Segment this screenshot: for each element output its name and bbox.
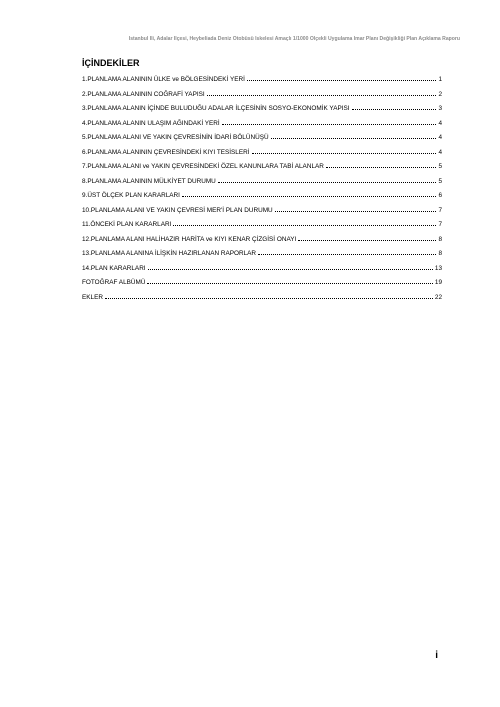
toc-entry-title: EKLER xyxy=(82,293,103,301)
dot-leader xyxy=(148,269,433,270)
toc-entry-title: 12.PLANLAMA ALANI HALİHAZIR HARİTA ve KIYI KENAR ÇİZGİSİ ONAYI xyxy=(82,235,297,243)
toc-entry-page: 7 xyxy=(438,221,442,228)
dot-leader xyxy=(207,95,437,96)
toc-entry[interactable] xyxy=(82,221,442,236)
toc-entry[interactable] xyxy=(82,192,442,207)
toc-entry-page: 8 xyxy=(438,250,442,257)
toc-entry-page: 7 xyxy=(438,206,442,214)
toc-entry-title: 5.PLANLAMA ALANI VE YAKIN ÇEVRESİNİN İDARİ BÖLÜNÜŞÜ xyxy=(82,134,269,141)
dot-leader xyxy=(252,153,437,154)
toc-entry-page: 13 xyxy=(434,264,442,272)
toc-entry-page: 1 xyxy=(438,76,442,83)
toc-entry-page: 4 xyxy=(438,134,442,141)
toc-entry[interactable] xyxy=(82,105,442,120)
toc-entry[interactable] xyxy=(82,265,442,280)
toc-entry-page: 5 xyxy=(438,163,442,170)
toc-entry-title: 3.PLANLAMA ALANIN İÇİNDE BULUDUĞU ADALAR İLÇESİNİN SOSYO-EKONOMİK YAPISI xyxy=(82,105,350,112)
toc-entry-title: 11.ÖNCEKİ PLAN KARARLARI xyxy=(82,221,172,228)
page-number: i xyxy=(435,650,438,661)
toc-entry-title: 8.PLANLAMA ALANININ MÜLKİYET DURUMU xyxy=(82,177,216,185)
toc-entry[interactable] xyxy=(82,178,442,193)
toc-entry-title: FOTOĞRAF ALBÜMÜ xyxy=(82,279,146,286)
toc-entry-title: 1.PLANLAMA ALANININ ÜLKE ve BÖLGESİNDEKİ YERİ xyxy=(82,76,245,83)
toc-entry-title: 6.PLANLAMA ALANININ ÇEVRESİNDEKİ KIYI TESİSLERİ xyxy=(82,148,250,156)
toc-entry-page: 8 xyxy=(438,235,442,243)
table-of-contents xyxy=(82,58,442,308)
toc-entry-page: 2 xyxy=(438,90,442,98)
toc-entry-page: 4 xyxy=(438,148,442,156)
dot-leader xyxy=(298,240,436,241)
toc-entry[interactable] xyxy=(82,294,442,309)
toc-title: İÇİNDEKİLER xyxy=(82,58,140,68)
toc-entry-title: 4.PLANLAMA ALANIN ULAŞIM AĞINDAKİ YERİ xyxy=(82,119,220,127)
dot-leader xyxy=(173,225,436,226)
dot-leader xyxy=(147,283,432,284)
toc-entry-page: 4 xyxy=(438,119,442,127)
dot-leader xyxy=(182,196,437,197)
toc-entry-page: 6 xyxy=(438,192,442,199)
toc-entry-page: 5 xyxy=(438,177,442,185)
toc-entry-title: 7.PLANLAMA ALANI ve YAKIN ÇEVRESİNDEKİ ÖZEL KANUNLARA TABİ ALANLAR xyxy=(82,163,324,170)
dot-leader xyxy=(275,211,437,212)
dot-leader xyxy=(247,80,437,81)
dot-leader xyxy=(326,167,437,168)
toc-entry-title: 10.PLANLAMA ALANI VE YAKIN ÇEVRESİ MER'İ PLAN DURUMU xyxy=(82,206,273,214)
dot-leader xyxy=(258,254,436,255)
toc-entry-title: 14.PLAN KARARLARI xyxy=(82,264,146,272)
toc-entry-title: 9.ÜST ÖLÇEK PLAN KARARLARI xyxy=(82,192,180,199)
toc-entry[interactable] xyxy=(82,236,442,251)
dot-leader xyxy=(352,109,437,110)
toc-entry[interactable] xyxy=(82,250,442,265)
toc-entry-title: 2.PLANLAMA ALANININ COĞRAFİ YAPISI xyxy=(82,90,205,98)
dot-leader xyxy=(222,124,437,125)
dot-leader xyxy=(105,298,433,299)
running-header: İstanbul İli, Adalar İlçesi, Heybeliada Deniz Otobüsü İskelesi Amaçlı 1/1000 Ölçekli Uygulama İmar Planı Değişikliği Plan Açıklama Raporu xyxy=(128,36,460,42)
dot-leader xyxy=(271,138,437,139)
toc-entry-page: 22 xyxy=(434,293,442,301)
dot-leader xyxy=(218,182,437,183)
toc-entry[interactable] xyxy=(82,134,442,149)
toc-entry[interactable] xyxy=(82,76,442,91)
toc-entry[interactable] xyxy=(82,279,442,294)
toc-entry[interactable] xyxy=(82,163,442,178)
toc-entry-title: 13.PLANLAMA ALANINA İLİŞKİN HAZIRLANAN RAPORLAR xyxy=(82,250,257,257)
toc-list xyxy=(82,76,442,308)
toc-entry[interactable] xyxy=(82,120,442,135)
toc-entry-page: 3 xyxy=(438,105,442,112)
toc-entry[interactable] xyxy=(82,149,442,164)
toc-entry[interactable] xyxy=(82,207,442,222)
toc-entry[interactable] xyxy=(82,91,442,106)
toc-entry-page: 19 xyxy=(434,279,442,286)
